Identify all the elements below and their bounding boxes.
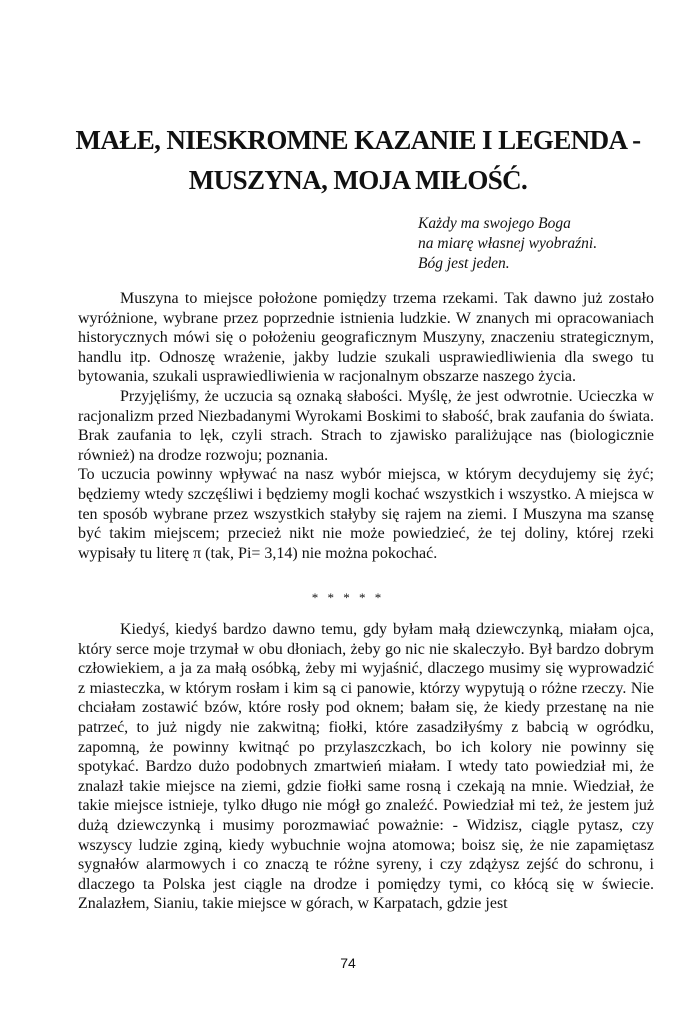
epigraph	[418, 214, 678, 274]
section-1	[78, 289, 654, 563]
page-number: 74	[340, 955, 356, 971]
epigraph-line-3: Bóg jest jeden.	[418, 255, 510, 272]
paragraph: Kiedyś, kiedyś bardzo dawno temu, gdy byłam małą dziewczynką, miałam ojca, który serce moje trzymał w obu dłoniach, żeby go nic nie skaleczyło. Był bardzo dobrym człowiekiem, a ja za małą osóbką, żeby mi wyjaśnić, dlaczego musimy się wyprowadzić z miasteczka, w którym rosłam i kim są ci panowie, którzy wypytują o różne rzeczy. Nie chciałam zostawić bzów, które rosły pod oknem; bałam się, że kiedy przestanę na nie patrzeć, to już nigdy nie zakwitną; fiołki, które zasadziłyśmy z babcią w ogródku, zapomną, że powinny kwitnąć po przylaszczkach, bo ich kolory nie powinny się spotykać. Bardzo dużo podobnych zmartwień miałam. I wtedy tato powiedział mi, że znalazł takie miejsce na ziemi, gdzie fiołki same rosną i czekają na mnie. Wiedział, że takie miejsce istnieje, tylko długo nie mógł go znaleźć. Powiedział mi też, że jestem już dużą dziewczynką i musimy porozmawiać poważnie: - Widzisz, ciągle pytasz, czy wszyscy ludzie zginą, kiedy wybuchnie wojna atomowa; boisz się, że nie zapamiętasz sygnałów alarmowych i co znaczą te różne syreny, i czy zdążysz zejść do schronu, i dlaczego ta Polska jest ciągle na drodze i pomiędzy tymi, co kłócą się w świecie. Znalazłem, Sianiu, takie miejsce w górach, w Karpatach, gdzie jest	[78, 621, 654, 913]
section-separator: * * * * *	[311, 590, 385, 605]
section-2	[78, 620, 654, 914]
epigraph-line-1: Każdy ma swojego Boga	[418, 215, 571, 232]
paragraph: Muszyna to miejsce położone pomiędzy trzema rzekami. Tak dawno już zostało wyróżnione, wybrane przez poprzednie istnienia ludzkie. W znanych mi opracowaniach historycznych mówi się o położeniu geograficznym Muszyny, znaczeniu strategicznym, handlu itp. Odnoszę wrażenie, jakby ludzie szukali usprawiedliwienia dla swego tu bytowania, szukali usprawiedliwienia w racjonalnym obszarze naszego życia.	[78, 290, 654, 386]
epigraph-line-2: na miarę własnej wyobraźni.	[418, 235, 598, 252]
title-line-1: MAŁE, NIESKROMNE KAZANIE I LEGENDA -	[75, 125, 641, 155]
title-line-2: MUSZYNA, MOJA MIŁOŚĆ.	[188, 165, 528, 195]
paragraph: To uczucia powinny wpływać na nasz wybór miejsca, w którym decydujemy się żyć; będziemy wtedy szczęśliwi i będziemy mogli kochać wszystkich i wszystko. A miejsca w ten sposób wybrane przez wszystkich stałyby się rajem na ziemi. I Muszyna ma szansę być takim miejscem; przecież nikt nie może powiedzieć, że tej doliny, której rzeki wypisały tu literę π (tak, Pi= 3,14) nie można pokochać.	[78, 466, 654, 562]
page-title	[40, 120, 676, 200]
paragraph: Przyjęliśmy, że uczucia są oznaką słabości. Myślę, że jest odwrotnie. Ucieczka w racjonalizm przed Niezbadanymi Wyrokami Boskimi to słabość, brak zaufania do świata. Brak zaufania to lęk, czyli strach. Strach to zjawisko paraliżujące nas (biologicznie również) na drodze rozwoju; poznania.	[78, 387, 654, 464]
